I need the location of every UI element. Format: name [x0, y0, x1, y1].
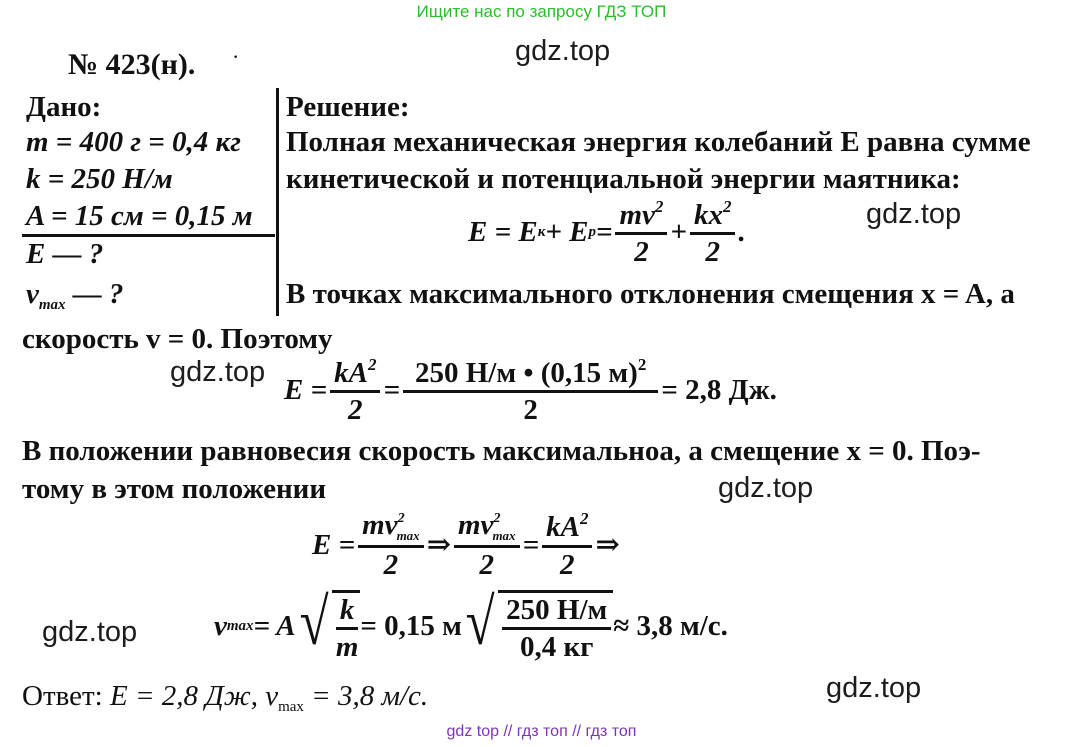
f1-n2: kx: [693, 199, 723, 231]
find-energy: E — ?: [26, 238, 104, 270]
formula-energy-max: [284, 356, 777, 426]
watermark-1: gdz.top: [515, 35, 611, 67]
f4-eq: = A: [253, 609, 296, 642]
f3-frac1: $\frac{mv^2_{max}}{2}$: [358, 510, 424, 580]
given-amplitude: A = 15 см = 0,15 м: [26, 200, 253, 232]
f3-arrow2: ⇒: [595, 528, 620, 561]
f3-lhs: E =: [312, 528, 356, 561]
top-search-hint[interactable]: Ищите нас по запросу ГДЗ ТОП: [416, 2, 667, 21]
watermark-3: gdz.top: [170, 356, 266, 388]
f3-eq: =: [522, 528, 540, 561]
find-vmax-symbol: v: [26, 278, 39, 310]
given-stiffness: k = 250 Н/м: [26, 163, 173, 195]
watermark-4: gdz.top: [718, 472, 814, 504]
watermark-6: gdz.top: [826, 672, 922, 704]
footer-links[interactable]: gdz top // гдз топ // гдз топ: [446, 723, 637, 740]
f1-lhs: E = E: [468, 216, 538, 249]
watermark-5: gdz.top: [42, 616, 138, 648]
formula-vmax: [214, 586, 728, 664]
given-title: Дано:: [26, 91, 102, 123]
f2-frac1: $\frac{kA^2}{2}$: [330, 356, 380, 426]
f3-arrow1: ⇒: [426, 528, 451, 561]
answer-speed: = 3,8 м/с.: [303, 680, 429, 712]
solution-p3-line2: тому в этом положении: [22, 473, 327, 505]
f2-result: = 2,8 Дж.: [661, 374, 777, 407]
find-vmax: [26, 280, 124, 313]
solution-p2-line2: скорость v = 0. Поэтому: [22, 323, 333, 355]
formula-energy-sum: [468, 198, 746, 268]
f1-sub-p: р: [588, 224, 596, 241]
f1-eq: =: [595, 216, 613, 249]
f3-frac3: $\frac{kA^2}{2}$: [542, 510, 592, 580]
find-vmax-sub: max: [38, 297, 66, 313]
f1-frac-potential: $\frac{kx^2}{2}$: [690, 198, 736, 268]
f4-approx: ≈ 3,8 м/с.: [613, 609, 728, 642]
f2-eq: =: [383, 374, 400, 407]
f1-n1: mv: [619, 199, 655, 231]
solution-p3-line1: В положении равновесия скорость максимальноа, а смещение x = 0. Поэ-: [22, 435, 981, 467]
f4-sqrt2: √ $\frac{250 Н/м}{0,4 кг}$: [462, 590, 613, 663]
f1-plus2: +: [670, 216, 687, 249]
solution-title: Решение:: [286, 91, 410, 123]
f1-frac-kinetic: $\frac{mv^2}{2}$: [615, 198, 667, 268]
solution-p1-line2: кинетической и потенциальной энергии маятника:: [286, 163, 961, 195]
f4-sqrt1: √ $\frac{k}{m}$: [299, 586, 359, 664]
given-divider: [22, 234, 275, 237]
answer-sub: max: [278, 699, 304, 715]
watermark-2: gdz.top: [866, 198, 962, 230]
f4-mid: = 0,15 м: [360, 609, 462, 642]
f2-frac2: $\frac{250 Н/м • (0,15 м)^2}{2}$: [403, 356, 658, 426]
f3-frac2: $\frac{mv^2_{max}}{2}$: [454, 510, 520, 580]
find-vmax-question: — ?: [65, 278, 124, 310]
given-mass: m = 400 г = 0,4 кг: [26, 126, 241, 158]
f4-lhs: v: [214, 609, 227, 642]
f1-plus: + E: [545, 216, 589, 249]
f1-sub-k: к: [537, 224, 546, 241]
problem-number: № 423(н).: [68, 48, 196, 81]
stray-dot: ·: [232, 44, 240, 69]
answer-line: [22, 682, 428, 715]
given-vertical-divider: [276, 88, 279, 316]
f4-sub: max: [226, 617, 254, 634]
answer-prefix: Ответ:: [22, 680, 110, 712]
solution-p1-line1: Полная механическая энергия колебаний E равна сумме: [286, 126, 1031, 158]
formula-equilibrium: [312, 510, 620, 580]
f2-lhs: E =: [284, 374, 328, 407]
f1-end: .: [738, 216, 746, 249]
solution-p2-line1: В точках максимального отклонения смещения x = A, а: [286, 278, 1015, 310]
answer-energy: E = 2,8 Дж, v: [110, 680, 279, 712]
